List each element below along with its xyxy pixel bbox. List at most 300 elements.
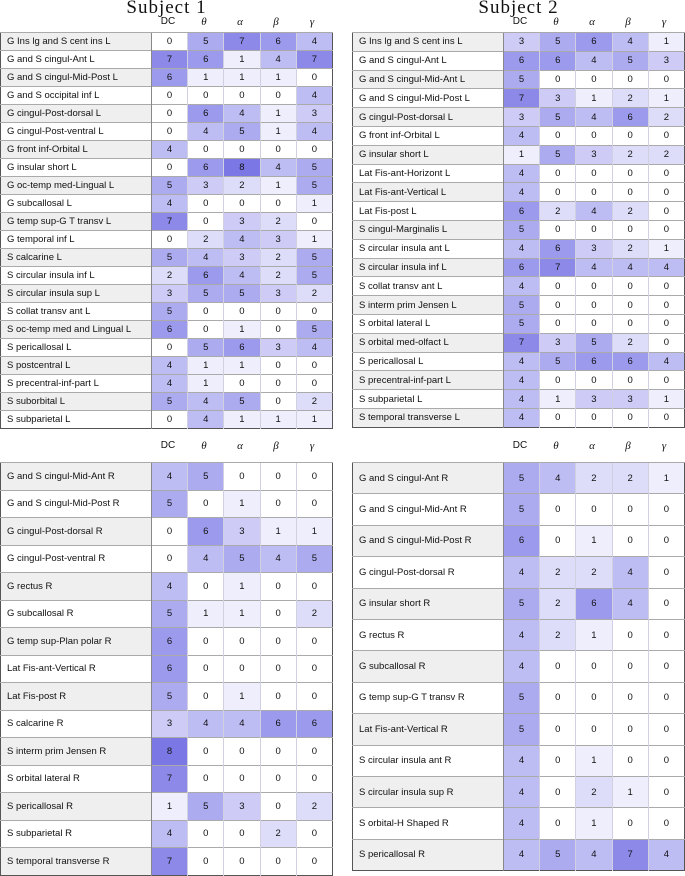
value-cell-theta: 0 [540,126,576,145]
region-name: S temporal transverse L [353,408,504,427]
region-name: S orbital lateral L [353,314,504,333]
region-name: G and S occipital inf L [1,87,152,105]
value-cell-gamma: 2 [648,145,684,164]
table-row [353,277,685,296]
value-cell-beta: 0 [260,573,296,601]
value-cell-alpha: 1 [224,321,260,339]
table-row [1,793,333,821]
value-cell-beta: 0 [260,765,296,793]
column-header-dc: DC [160,16,176,27]
value-cell-gamma: 2 [296,285,332,303]
value-cell-theta: 3 [540,333,576,352]
value-cell-dc: 6 [503,525,539,556]
value-cell-dc: 6 [503,202,539,221]
value-cell-alpha: 4 [224,105,260,123]
value-cell-gamma: 0 [648,408,684,427]
value-cell-gamma: 0 [648,183,684,202]
value-cell-dc: 7 [503,333,539,352]
value-cell-alpha: 2 [576,557,612,588]
column-header-gamma: γ [661,440,667,452]
value-cell-theta: 0 [540,220,576,239]
value-cell-alpha: 5 [224,123,260,141]
table-row [1,105,333,123]
value-cell-gamma: 0 [648,651,684,682]
table-row [353,619,685,650]
value-cell-alpha: 0 [224,848,260,876]
value-cell-gamma: 0 [648,588,684,619]
table-row [353,651,685,682]
value-cell-dc: 5 [151,600,187,628]
value-cell-beta: 0 [612,183,648,202]
value-cell-dc: 7 [503,89,539,108]
value-cell-gamma: 2 [296,393,332,411]
value-cell-alpha: 3 [576,239,612,258]
value-cell-dc: 4 [503,164,539,183]
column-header-gamma: γ [309,440,315,452]
table-row [353,588,685,619]
table-row [1,321,333,339]
value-cell-alpha: 4 [576,839,612,870]
region-name: G rectus R [1,573,152,601]
table-row [1,683,333,711]
region-name: G temp sup-G T transv R [353,682,504,713]
value-cell-beta: 1 [260,123,296,141]
value-cell-theta: 0 [540,408,576,427]
value-cell-theta: 0 [540,808,576,839]
value-cell-alpha: 0 [576,371,612,390]
value-cell-dc: 7 [151,848,187,876]
region-name: Lat Fis-ant-Vertical R [353,714,504,745]
value-cell-alpha: 5 [576,333,612,352]
value-cell-theta: 6 [188,159,224,177]
region-name: S circular insula ant L [353,239,504,258]
region-name: S pericallosal L [1,339,152,357]
value-cell-theta: 0 [540,183,576,202]
column-header-beta: β [625,16,631,28]
table-row [353,557,685,588]
value-cell-theta: 1 [540,390,576,409]
value-cell-alpha: 3 [576,390,612,409]
value-cell-dc: 5 [151,177,187,195]
region-name: Lat Fis-ant-Vertical R [1,655,152,683]
value-cell-gamma: 0 [296,69,332,87]
region-name: G subcallosal R [353,651,504,682]
column-header-gamma: γ [309,16,315,28]
table-row [353,145,685,164]
value-cell-beta: 2 [612,239,648,258]
region-name: S orbital med-olfact L [353,333,504,352]
value-cell-theta: 5 [188,793,224,821]
value-cell-gamma: 2 [648,108,684,127]
value-cell-dc: 4 [503,619,539,650]
region-name: S circular insula inf L [353,258,504,277]
value-cell-gamma: 0 [296,213,332,231]
value-cell-alpha: 4 [224,710,260,738]
value-cell-beta: 0 [612,314,648,333]
region-name: G Ins lg and S cent ins L [1,33,152,51]
value-cell-beta: 6 [260,710,296,738]
column-header-dc: DC [512,440,528,451]
value-cell-dc: 4 [503,277,539,296]
value-cell-dc: 6 [151,69,187,87]
region-name: G insular short L [1,159,152,177]
region-name: G insular short L [353,145,504,164]
value-cell-beta: 4 [612,588,648,619]
region-name: G and S cingul-Ant L [1,51,152,69]
table-row [1,159,333,177]
value-cell-theta: 0 [540,277,576,296]
column-header-theta: θ [201,16,207,28]
value-cell-gamma: 0 [296,765,332,793]
value-cell-beta: 0 [612,494,648,525]
region-name: S circular insula inf L [1,267,152,285]
value-cell-dc: 5 [503,494,539,525]
value-cell-dc: 0 [151,231,187,249]
region-name: Lat Fis-post L [353,202,504,221]
value-cell-gamma: 0 [296,738,332,766]
value-cell-dc: 6 [151,321,187,339]
value-cell-dc: 1 [151,793,187,821]
value-cell-alpha: 4 [576,51,612,70]
value-cell-beta: 0 [260,141,296,159]
value-cell-gamma: 2 [296,600,332,628]
value-cell-beta: 2 [612,202,648,221]
region-name: S temporal transverse R [1,848,152,876]
value-cell-beta: 4 [612,33,648,52]
value-cell-theta: 0 [540,314,576,333]
value-cell-gamma: 1 [296,195,332,213]
table-row [353,463,685,494]
value-cell-gamma: 0 [648,619,684,650]
value-cell-gamma: 0 [648,126,684,145]
region-name: S calcarine L [1,249,152,267]
value-cell-gamma: 5 [296,545,332,573]
value-cell-dc: 5 [151,683,187,711]
values-table [0,462,333,876]
value-cell-beta: 0 [260,321,296,339]
value-cell-dc: 4 [151,463,187,491]
value-cell-beta: 6 [612,108,648,127]
value-cell-gamma: 4 [296,339,332,357]
value-cell-theta: 0 [540,296,576,315]
table-row [353,296,685,315]
value-cell-theta: 0 [188,141,224,159]
value-cell-theta: 0 [188,213,224,231]
value-cell-alpha: 1 [576,89,612,108]
value-cell-dc: 3 [151,285,187,303]
column-header-alpha: α [237,440,243,452]
value-cell-beta: 6 [260,33,296,51]
value-cell-gamma: 5 [296,267,332,285]
value-cell-theta: 2 [540,588,576,619]
region-name: S calcarine R [1,710,152,738]
value-cell-beta: 0 [612,651,648,682]
value-cell-beta: 1 [260,69,296,87]
value-cell-dc: 5 [503,296,539,315]
value-cell-theta: 0 [188,321,224,339]
value-cell-dc: 0 [151,411,187,429]
value-cell-theta: 4 [540,463,576,494]
value-cell-dc: 5 [503,714,539,745]
value-cell-alpha: 0 [576,314,612,333]
value-cell-theta: 0 [188,683,224,711]
value-cell-theta: 0 [540,776,576,807]
region-name: G and S cingul-Ant L [353,51,504,70]
value-cell-gamma: 7 [296,51,332,69]
table-row [1,393,333,411]
value-cell-alpha: 8 [224,159,260,177]
value-cell-gamma: 3 [296,105,332,123]
value-cell-beta: 0 [612,745,648,776]
values-table [352,32,685,428]
value-cell-alpha: 3 [224,249,260,267]
value-cell-alpha: 0 [576,296,612,315]
value-cell-beta: 0 [260,600,296,628]
value-cell-beta: 0 [260,848,296,876]
value-cell-beta: 2 [260,267,296,285]
value-cell-theta: 0 [188,628,224,656]
value-cell-beta: 2 [612,145,648,164]
value-cell-theta: 1 [188,69,224,87]
value-cell-dc: 0 [151,545,187,573]
column-header-beta: β [273,440,279,452]
column-header-alpha: α [589,440,595,452]
value-cell-gamma: 0 [296,375,332,393]
region-name: S subparietal R [1,820,152,848]
value-cell-alpha: 0 [224,303,260,321]
value-cell-alpha: 1 [576,745,612,776]
value-cell-theta: 5 [540,108,576,127]
value-cell-beta: 0 [612,525,648,556]
region-name: G Ins lg and S cent ins L [353,33,504,52]
value-cell-dc: 5 [151,249,187,267]
table-row [1,177,333,195]
column-header-row [0,438,333,454]
value-cell-beta: 4 [260,159,296,177]
value-cell-beta: 3 [260,339,296,357]
region-name: S orbital lateral R [1,765,152,793]
value-cell-alpha: 4 [576,258,612,277]
value-cell-beta: 0 [612,808,648,839]
value-cell-beta: 3 [612,390,648,409]
value-cell-beta: 0 [260,628,296,656]
region-name: S precentral-inf-part L [1,375,152,393]
region-name: G and S cingul-Mid-Post R [353,525,504,556]
value-cell-theta: 5 [188,463,224,491]
table-row [1,87,333,105]
value-cell-dc: 4 [503,745,539,776]
value-cell-theta: 0 [540,371,576,390]
value-cell-beta: 0 [612,714,648,745]
value-cell-theta: 0 [188,655,224,683]
value-cell-alpha: 1 [224,683,260,711]
value-cell-gamma: 4 [296,33,332,51]
value-cell-theta: 0 [540,494,576,525]
value-cell-gamma: 0 [296,820,332,848]
value-cell-theta: 0 [188,738,224,766]
value-cell-gamma: 0 [648,494,684,525]
value-cell-beta: 3 [260,231,296,249]
value-cell-beta: 3 [260,285,296,303]
value-cell-alpha: 1 [224,490,260,518]
region-name: S collat transv ant L [353,277,504,296]
value-cell-beta: 0 [260,357,296,375]
value-cell-alpha: 3 [224,793,260,821]
value-cell-alpha: 5 [224,285,260,303]
value-cell-beta: 0 [612,296,648,315]
value-cell-gamma: 1 [648,239,684,258]
region-name: S subparietal L [1,411,152,429]
value-cell-gamma: 0 [296,141,332,159]
region-name: G cingul-Post-dorsal R [353,557,504,588]
table-row [353,408,685,427]
value-cell-dc: 2 [151,267,187,285]
value-cell-gamma: 0 [296,628,332,656]
value-cell-alpha: 0 [224,765,260,793]
value-cell-gamma: 1 [648,463,684,494]
region-name: G front inf-Orbital L [1,141,152,159]
region-name: G cingul-Post-dorsal L [1,105,152,123]
value-cell-dc: 4 [151,141,187,159]
panel-subject-1-left [0,0,333,432]
value-cell-dc: 4 [151,195,187,213]
table-row [353,745,685,776]
value-cell-gamma: 1 [296,411,332,429]
value-cell-dc: 4 [503,408,539,427]
value-cell-dc: 4 [151,357,187,375]
value-cell-dc: 4 [503,352,539,371]
value-cell-beta: 0 [260,393,296,411]
value-cell-theta: 5 [188,285,224,303]
value-cell-beta: 4 [260,51,296,69]
region-name: G and S cingul-Mid-Ant R [1,463,152,491]
value-cell-dc: 5 [503,220,539,239]
value-cell-alpha: 3 [224,213,260,231]
value-cell-beta: 2 [260,249,296,267]
value-cell-theta: 6 [188,51,224,69]
region-name: S subparietal L [353,390,504,409]
value-cell-gamma: 0 [648,745,684,776]
value-cell-gamma: 4 [648,352,684,371]
value-cell-beta: 2 [260,820,296,848]
value-cell-theta: 5 [188,33,224,51]
value-cell-gamma: 0 [648,525,684,556]
value-cell-alpha: 0 [224,463,260,491]
value-cell-beta: 4 [612,258,648,277]
column-header-theta: θ [201,440,207,452]
value-cell-gamma: 0 [648,277,684,296]
value-cell-dc: 4 [503,183,539,202]
value-cell-gamma: 0 [648,808,684,839]
region-name: G subcallosal L [1,195,152,213]
region-name: S collat transv ant L [1,303,152,321]
value-cell-gamma: 0 [296,655,332,683]
table-row [1,710,333,738]
values-table [0,32,333,429]
value-cell-theta: 2 [540,557,576,588]
value-cell-dc: 4 [503,371,539,390]
value-cell-theta: 6 [188,105,224,123]
value-cell-beta: 1 [260,105,296,123]
value-cell-beta: 0 [260,87,296,105]
value-cell-alpha: 0 [576,408,612,427]
value-cell-theta: 4 [188,411,224,429]
value-cell-alpha: 4 [224,231,260,249]
value-cell-beta: 0 [260,490,296,518]
subject-title: Subject 1 [126,0,207,18]
value-cell-gamma: 0 [648,333,684,352]
value-cell-theta: 2 [540,202,576,221]
value-cell-gamma: 5 [296,249,332,267]
region-name: G and S cingul-Mid-Post L [353,89,504,108]
value-cell-beta: 1 [612,776,648,807]
region-name: G cingul-Post-dorsal L [353,108,504,127]
value-cell-theta: 0 [540,164,576,183]
column-header-dc: DC [160,440,176,451]
value-cell-dc: 4 [503,126,539,145]
value-cell-dc: 0 [151,87,187,105]
value-cell-beta: 0 [260,738,296,766]
value-cell-beta: 0 [260,655,296,683]
value-cell-gamma: 0 [648,682,684,713]
value-cell-alpha: 4 [576,108,612,127]
value-cell-alpha: 0 [224,820,260,848]
region-name: S oc-temp med and Lingual L [1,321,152,339]
value-cell-gamma: 2 [296,793,332,821]
value-cell-dc: 4 [503,557,539,588]
value-cell-gamma: 4 [296,87,332,105]
table-row [353,70,685,89]
value-cell-beta: 2 [612,333,648,352]
value-cell-gamma: 0 [648,202,684,221]
value-cell-dc: 6 [151,628,187,656]
region-name: G temp sup-Plan polar R [1,628,152,656]
region-name: S cingul-Marginalis L [353,220,504,239]
region-name: S interm prim Jensen R [1,738,152,766]
region-name: S pericallosal R [1,793,152,821]
value-cell-theta: 4 [188,249,224,267]
value-cell-dc: 8 [151,738,187,766]
table-row [1,141,333,159]
table-row [353,839,685,870]
table-row [1,357,333,375]
value-cell-theta: 6 [188,267,224,285]
value-cell-alpha: 0 [576,126,612,145]
table-row [1,33,333,51]
value-cell-beta: 0 [612,619,648,650]
value-cell-dc: 0 [151,339,187,357]
value-cell-alpha: 2 [576,463,612,494]
region-name: S circular insula sup L [1,285,152,303]
value-cell-alpha: 2 [224,177,260,195]
value-cell-gamma: 0 [296,848,332,876]
table-row [353,333,685,352]
region-name: G cingul-Post-ventral L [1,123,152,141]
value-cell-alpha: 5 [224,545,260,573]
value-cell-theta: 1 [188,375,224,393]
value-cell-dc: 4 [151,375,187,393]
value-cell-alpha: 0 [576,70,612,89]
value-cell-gamma: 0 [648,220,684,239]
table-row [353,202,685,221]
value-cell-gamma: 0 [648,714,684,745]
region-name: G temp sup-G T transv L [1,213,152,231]
value-cell-beta: 0 [612,164,648,183]
value-cell-alpha: 1 [224,357,260,375]
value-cell-beta: 2 [260,213,296,231]
value-cell-beta: 0 [260,463,296,491]
value-cell-theta: 4 [188,123,224,141]
